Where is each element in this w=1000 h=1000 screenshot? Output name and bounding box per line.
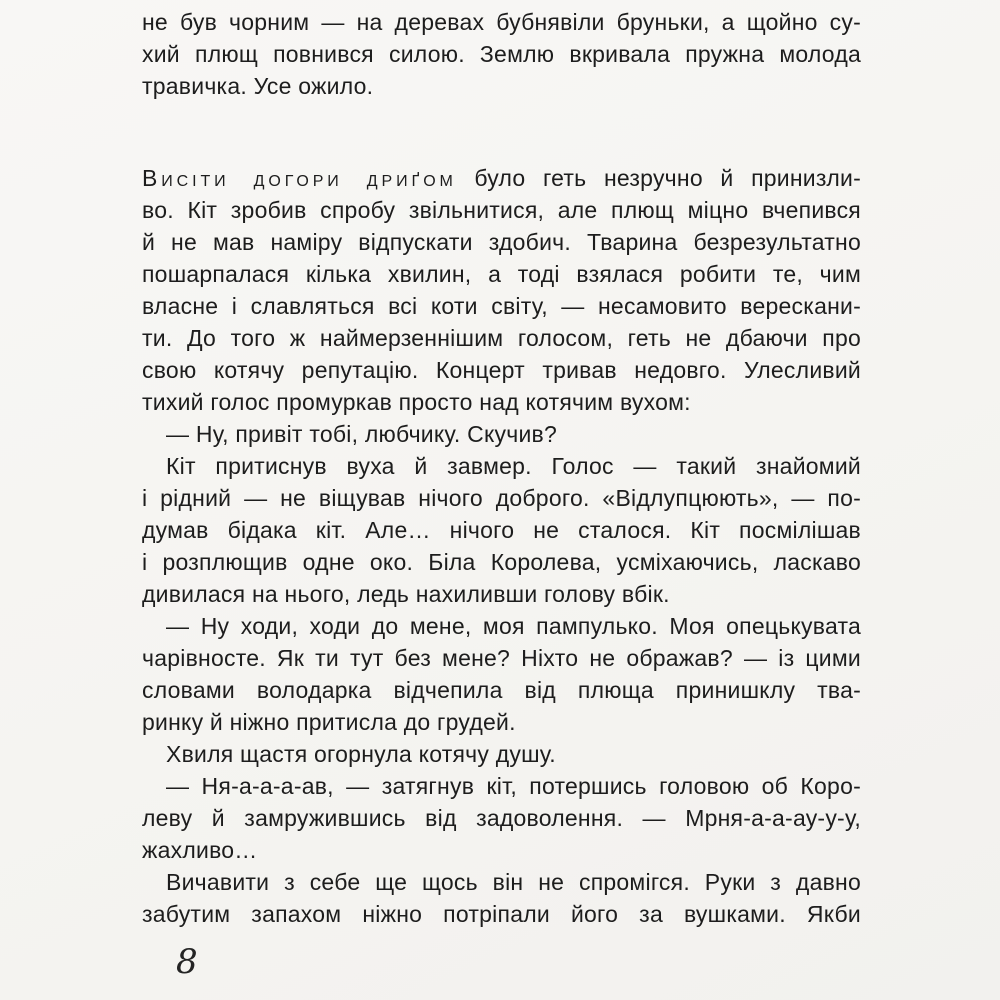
text-line: і рідний — не віщував нічого доброго. «Відлупцюють», — по- (142, 485, 861, 511)
text-line: Вичавити з себе ще щось він не спромігся. Руки з давно (166, 869, 861, 895)
text-line: не був чорним — на деревах бубнявіли бруньки, а щойно су- (142, 9, 861, 35)
text-line: ти. До того ж наймерзеннішим голосом, геть не дбаючи про (142, 325, 861, 351)
section-lead-small-caps: Висіти догори дриґом (142, 165, 457, 191)
text-line: Висіти догори дриґом було геть незручно й принизли- (142, 165, 862, 191)
text-line: свою котячу репутацію. Концерт тривав недовго. Улесливий (142, 357, 861, 383)
text-line: Кіт притиснув вуха й завмер. Голос — такий знайомий (166, 453, 861, 479)
text-line: Хвиля щастя огорнула котячу душу. (166, 741, 556, 767)
text-line: чарівносте. Як ти тут без мене? Ніхто не ображав? — із цими (142, 645, 861, 671)
text-line: і розплющив одне око. Біла Королева, усміхаючись, ласкаво (142, 549, 861, 575)
text-line: пошарпалася кілька хвилин, а тоді взялася робити те, чим (142, 261, 861, 287)
text-line: жахливо… (142, 837, 258, 863)
text-line: — Ня-а-а-а-ав, — затягнув кіт, потершись головою об Коро- (166, 773, 861, 799)
text-line: й не мав наміру відпускати здобич. Тварина безрезультатно (142, 229, 861, 255)
text-block (142, 6, 861, 930)
text-line: словами володарка відчепила від плюща принишклу тва- (142, 677, 861, 703)
text-line: хий плющ повнився силою. Землю вкривала пружна молода (142, 41, 861, 67)
text-line: — Ну ходи, ходи до мене, моя пампулько. Моя опецькувата (166, 613, 861, 639)
text-line: — Ну, привіт тобі, любчику. Скучив? (166, 421, 557, 447)
text-line: во. Кіт зробив спробу звільнитися, але плющ міцно вчепився (142, 197, 861, 223)
text-line: тихий голос промуркав просто над котячим вухом: (142, 389, 691, 415)
text-line: забутим запахом ніжно потріпали його за вушками. Якби (142, 901, 861, 927)
text-line: ринку й ніжно притисла до грудей. (142, 709, 516, 735)
text-line: думав бідака кіт. Але… нічого не сталося. Кіт посмілішав (142, 517, 861, 543)
page-number: 8 (176, 942, 198, 982)
text-line: леву й замружившись від задоволення. — Мрня-а-а-ау-у-у, (142, 805, 861, 831)
text-line: травичка. Усе ожило. (142, 73, 374, 99)
text-line: дивилася на нього, ледь нахиливши голову вбік. (142, 581, 670, 607)
text-line: власне і славляться всі коти світу, — несамовито верескани- (142, 293, 861, 319)
